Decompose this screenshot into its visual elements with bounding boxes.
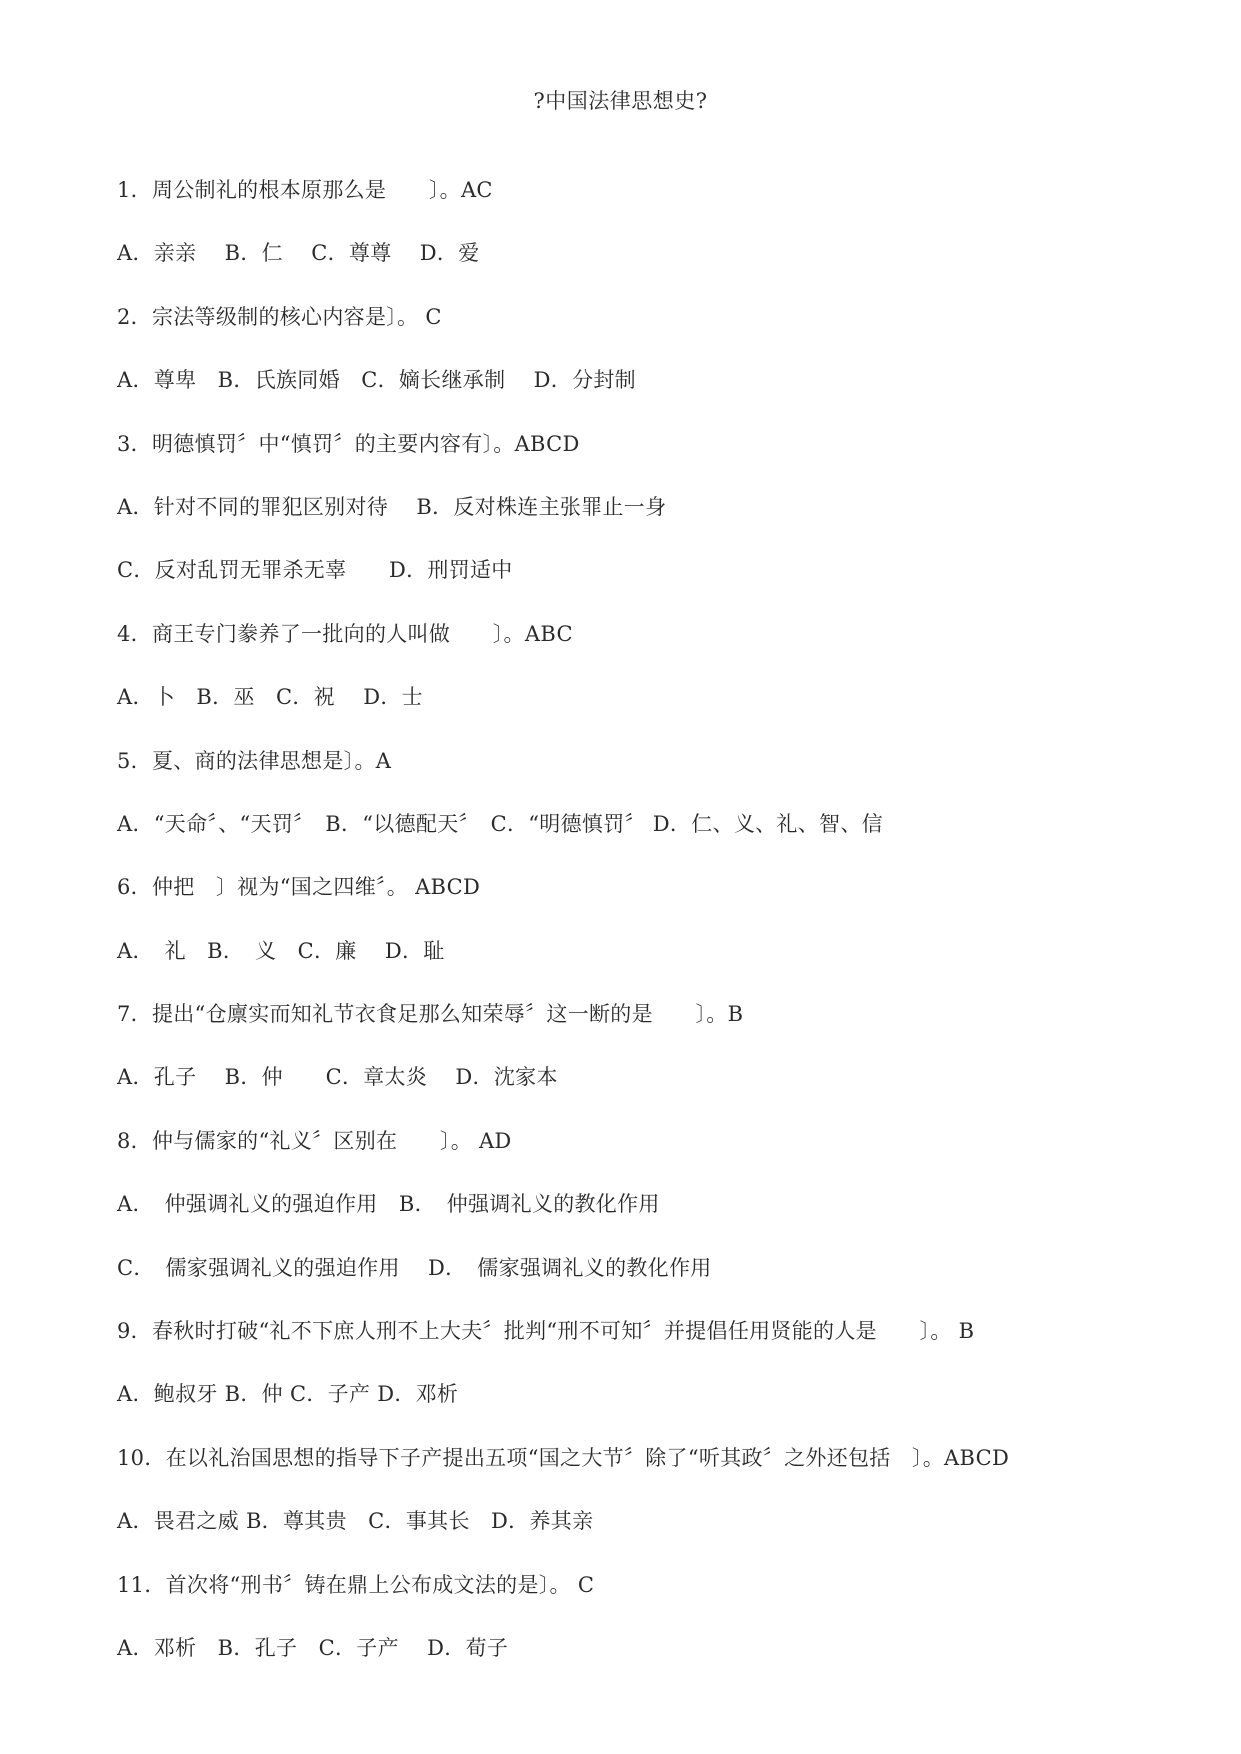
question-list (117, 175, 1197, 1696)
question-8-options-cd: C． 儒家强调礼义的强迫作用 D． 儒家强调礼义的教化作用 (117, 1255, 712, 1280)
question-11-options: A．邓析 B．孔子 C．子产 D．荀子 (117, 1635, 509, 1660)
question-5-options: A．“天命〞、“天罚〞 B．“以德配天〞 C．“明德慎罚〞 D．仁、义、礼、智、信 (117, 811, 883, 836)
question-2-stem: 2．宗法等级制的核心内容是〕。 C (117, 304, 442, 329)
question-8-stem: 8．仲与儒家的“礼义〞区别在 〕。 AD (117, 1128, 512, 1153)
question-5-stem: 5．夏、商的法律思想是〕。A (117, 748, 392, 773)
question-3-stem: 3．明德慎罚〞中“慎罚〞的主要内容有〕。ABCD (117, 431, 580, 456)
question-7-options: A．孔子 B．仲 C．章太炎 D．沈家本 (117, 1065, 558, 1090)
question-7-stem: 7．提出“仓廪实而知礼节衣食足那么知荣辱〞这一断的是 〕。B (117, 1002, 744, 1027)
question-11-stem: 11．首次将“刑书〞铸在鼎上公布成文法的是〕。 C (117, 1572, 595, 1597)
question-4-stem: 4．商王专门豢养了一批向的人叫做 〕。ABC (117, 621, 573, 646)
question-10-stem: 10．在以礼治国思想的指导下子产提出五项“国之大节〞除了“听其政〞之外还包括 〕。ABCD (117, 1445, 1010, 1470)
question-1-options: A．亲亲 B．仁 C．尊尊 D．爱 (117, 241, 480, 266)
question-3-options-cd: C．反对乱罚无罪杀无辜 D．刑罚适中 (117, 558, 513, 583)
question-10-options: A．畏君之威 B．尊其贵 C．事其长 D．养其亲 (117, 1509, 594, 1534)
question-1-stem: 1．周公制礼的根本原那么是 〕。AC (117, 178, 493, 202)
question-6-stem: 6．仲把 〕视为“国之四维〞。 ABCD (117, 875, 481, 900)
question-2-options: A．尊卑 B．氏族同婚 C．嫡长继承制 D．分封制 (117, 368, 636, 393)
question-3-options-ab: A．针对不同的罪犯区别对待 B．反对株连主张罪止一身 (117, 494, 667, 519)
question-9-stem: 9．春秋时打破“礼不下庶人刑不上大夫〞批判“刑不可知〞并提倡任用贤能的人是 〕。 B (117, 1319, 975, 1344)
question-8-options-ab: A． 仲强调礼义的强迫作用 B． 仲强调礼义的教化作用 (117, 1192, 660, 1217)
document-title: ?中国法律思想史? (533, 89, 708, 113)
question-4-options: A．卜 B．巫 C．祝 D．士 (117, 685, 423, 710)
question-9-options: A．鲍叔牙 B．仲 C．子产 D．邓析 (117, 1382, 459, 1407)
question-6-options: A． 礼 B． 义 C．廉 D．耻 (117, 938, 445, 963)
